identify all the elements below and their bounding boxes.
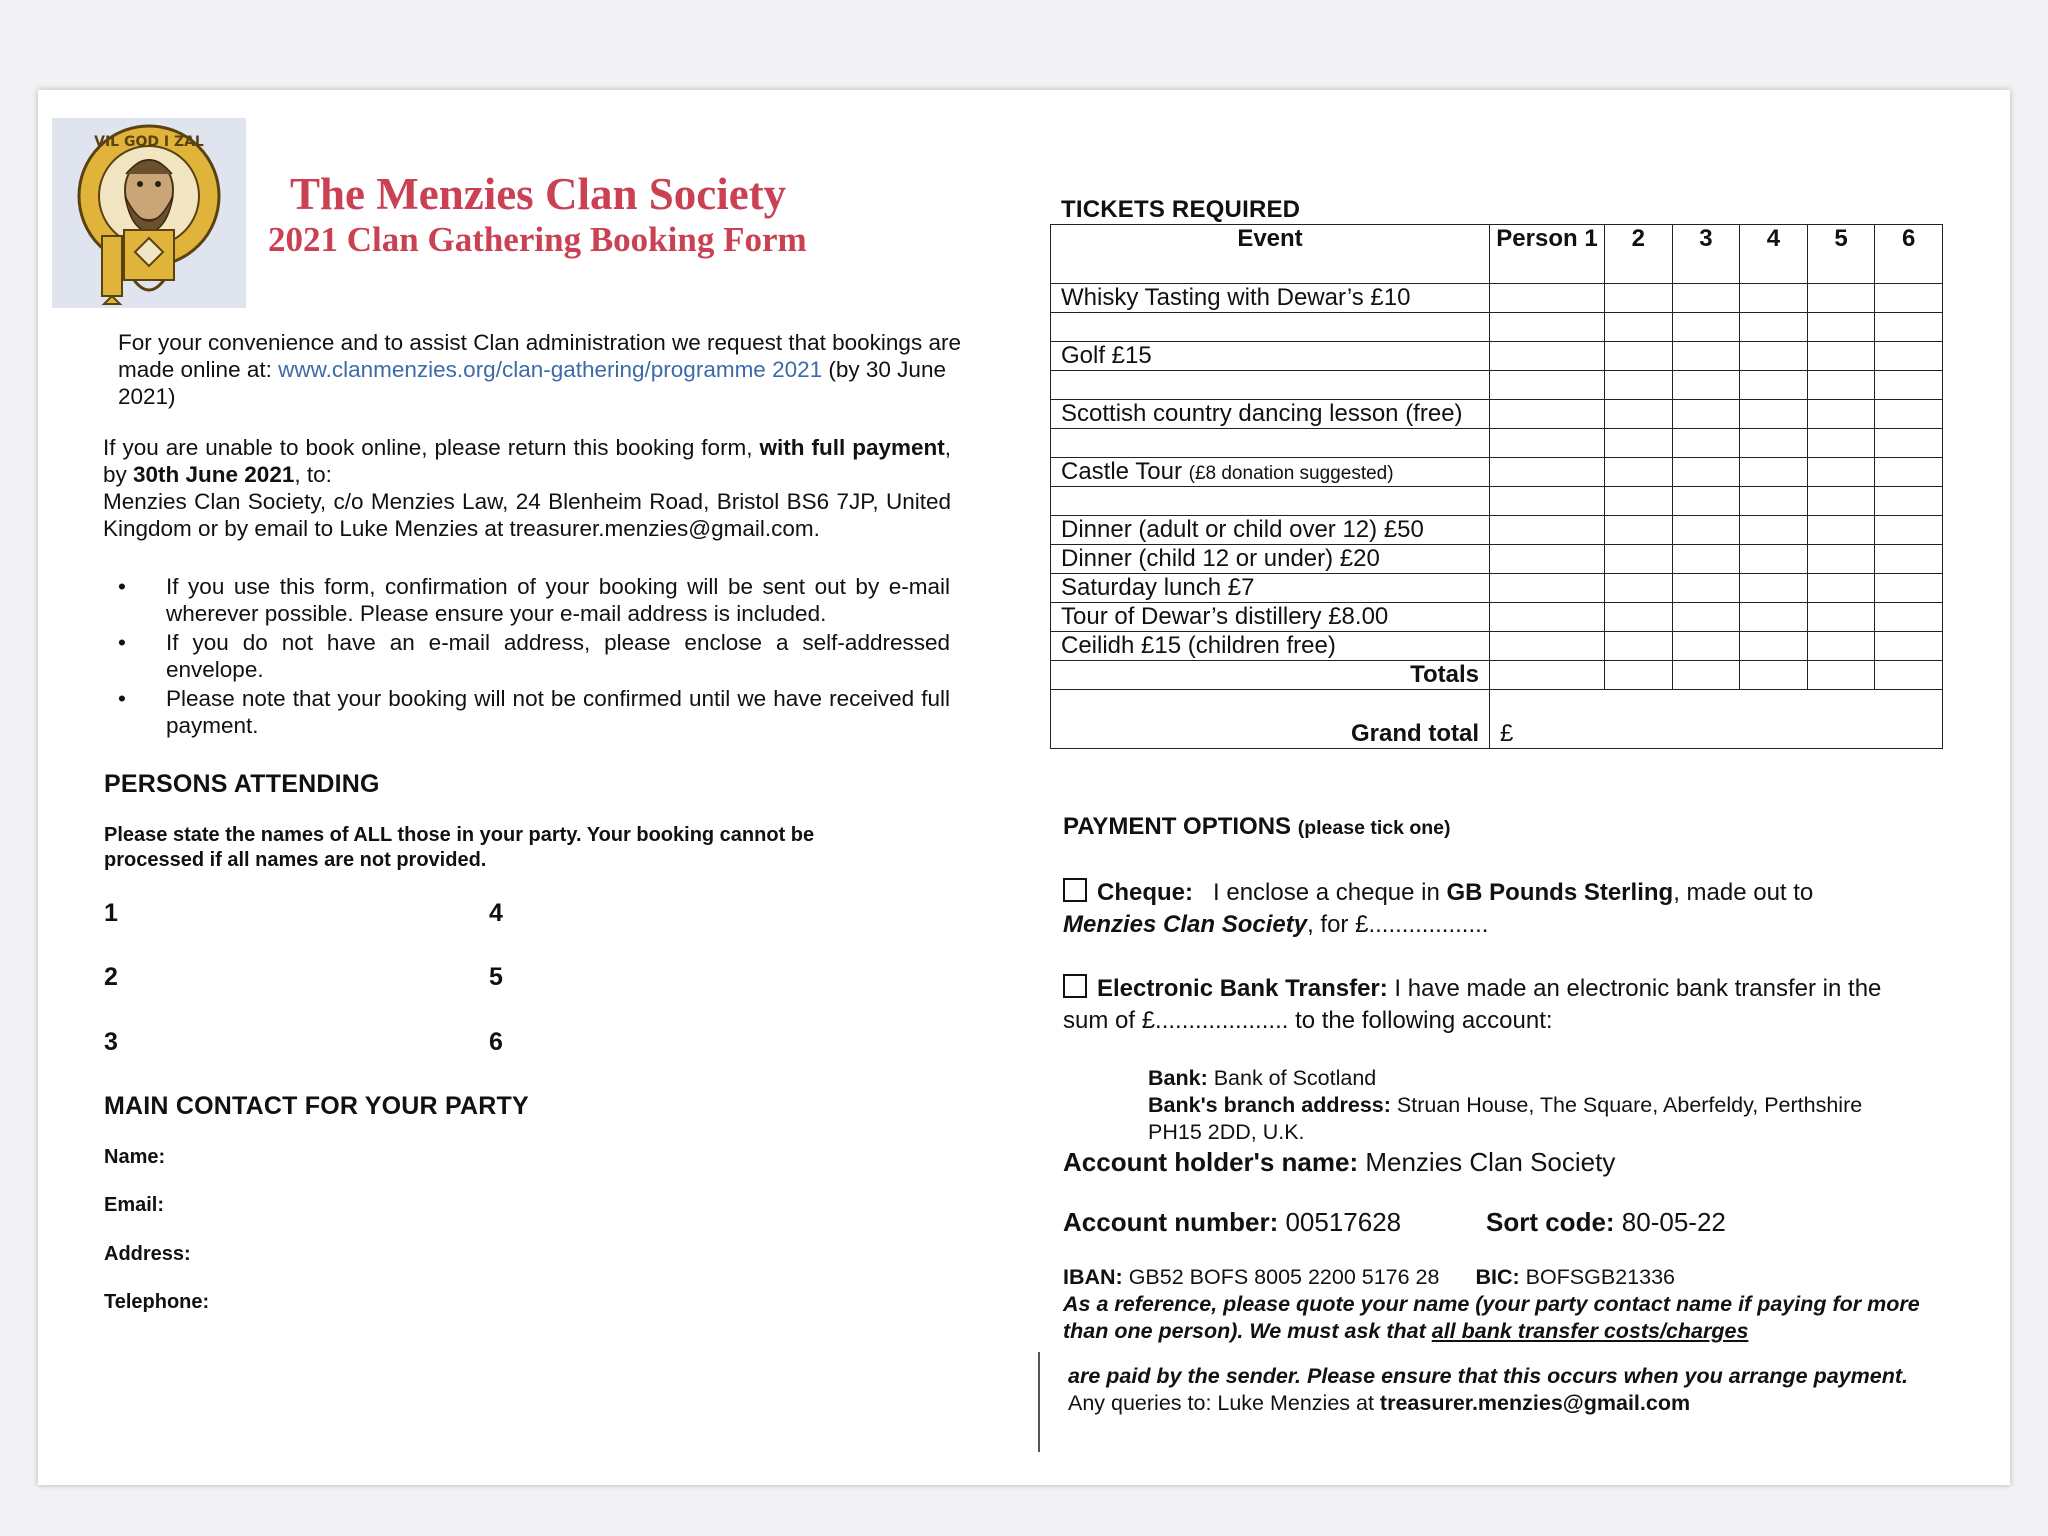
person-number: 5 — [489, 963, 503, 991]
ticket-cell[interactable] — [1605, 632, 1673, 661]
ticket-cell[interactable] — [1490, 458, 1605, 487]
ticket-cell[interactable] — [1490, 545, 1605, 574]
column-header-event: Event — [1051, 225, 1490, 284]
address-field-label: Address: — [104, 1243, 191, 1265]
event-name: Dinner (adult or child over 12) £50 — [1051, 516, 1490, 545]
iban-value: GB52 BOFS 8005 2200 5176 28 — [1122, 1265, 1440, 1289]
reference-note — [1063, 1291, 1943, 1345]
bic-label: BIC: — [1475, 1265, 1520, 1289]
person-number: 2 — [104, 963, 118, 991]
cheque-option — [1063, 877, 1903, 941]
ticket-cell[interactable] — [1490, 516, 1605, 545]
ticket-cell[interactable] — [1672, 545, 1740, 574]
cheque-text: I enclose a cheque in — [1193, 879, 1447, 906]
total-cell[interactable] — [1875, 661, 1943, 690]
currency-sign: £ — [1500, 720, 1514, 747]
table-row — [1051, 516, 1943, 545]
ticket-cell[interactable] — [1807, 458, 1875, 487]
return-text: If you are unable to book online, please return this booking form, — [103, 435, 760, 460]
event-note: (£8 donation suggested) — [1188, 463, 1394, 484]
ticket-cell[interactable] — [1672, 458, 1740, 487]
ticket-cell[interactable] — [1807, 545, 1875, 574]
grand-total-field[interactable] — [1490, 690, 1943, 749]
ticket-cell[interactable] — [1490, 632, 1605, 661]
event-name: Whisky Tasting with Dewar’s £10 — [1051, 284, 1490, 313]
ticket-cell[interactable] — [1605, 400, 1673, 429]
grand-total-row — [1051, 690, 1943, 749]
return-address: Menzies Clan Society, c/o Menzies Law, 24 Blenheim Road, Bristol BS6 7JP, United Kingdom or by email to Luke Menzies at treasurer.menzies@gmail.com. — [103, 489, 951, 541]
column-header-person-2: 2 — [1605, 225, 1673, 284]
ticket-cell[interactable] — [1740, 400, 1808, 429]
ticket-cell[interactable] — [1605, 516, 1673, 545]
transfer-option — [1063, 973, 1933, 1037]
list-item — [118, 629, 950, 683]
column-header-person-5: 5 — [1807, 225, 1875, 284]
event-name: Castle Tour (£8 donation suggested) — [1051, 458, 1490, 487]
svg-text:VIL GOD I ZAL: VIL GOD I ZAL — [94, 134, 204, 150]
ticket-cell[interactable] — [1490, 603, 1605, 632]
society-title: The Menzies Clan Society — [290, 169, 787, 219]
ticket-cell[interactable] — [1875, 284, 1943, 313]
return-deadline: 30th June 2021 — [133, 462, 295, 487]
full-payment-emphasis: with full payment — [759, 435, 945, 460]
ticket-cell[interactable] — [1875, 400, 1943, 429]
ticket-cell[interactable] — [1740, 574, 1808, 603]
bullet-icon: • — [118, 686, 126, 711]
column-header-person-4: 4 — [1740, 225, 1808, 284]
ticket-cell[interactable] — [1672, 574, 1740, 603]
booking-link[interactable]: www.clanmenzies.org/clan-gathering/programme 2021 — [278, 357, 823, 382]
account-holder-line — [1063, 1147, 1615, 1178]
form-subtitle: 2021 Clan Gathering Booking Form — [268, 220, 807, 259]
return-paragraph — [103, 434, 951, 542]
event-name: Ceilidh £15 (children free) — [1051, 632, 1490, 661]
cheque-text-made-out: , made out to — [1673, 879, 1814, 906]
ticket-cell[interactable] — [1605, 458, 1673, 487]
cheque-checkbox[interactable] — [1063, 878, 1087, 902]
ticket-cell[interactable] — [1490, 284, 1605, 313]
event-name: Scottish country dancing lesson (free) — [1051, 400, 1490, 429]
totals-label: Totals — [1051, 661, 1490, 690]
table-row — [1051, 632, 1943, 661]
bank-charges-emphasis: all bank transfer costs/charges — [1431, 1319, 1749, 1343]
table-row — [1051, 400, 1943, 429]
ticket-cell[interactable] — [1875, 458, 1943, 487]
intro-paragraph — [118, 329, 970, 410]
table-row — [1051, 574, 1943, 603]
tickets-heading: TICKETS REQUIRED — [1061, 196, 1301, 223]
total-cell[interactable] — [1672, 661, 1740, 690]
ticket-cell[interactable] — [1807, 284, 1875, 313]
cheque-currency: GB Pounds Sterling — [1446, 879, 1674, 906]
sender-pays-text: are paid by the sender. Please ensure that this occurs when you arrange payment. — [1068, 1364, 1908, 1388]
table-row — [1051, 458, 1943, 487]
person-number: 1 — [104, 899, 118, 927]
table-spacer-row — [1051, 371, 1943, 400]
total-cell[interactable] — [1490, 661, 1605, 690]
table-spacer-row — [1051, 429, 1943, 458]
ticket-cell[interactable] — [1672, 516, 1740, 545]
table-spacer-row — [1051, 313, 1943, 342]
ticket-cell[interactable] — [1672, 342, 1740, 371]
cheque-label: Cheque: — [1097, 879, 1193, 906]
ticket-cell[interactable] — [1807, 574, 1875, 603]
payment-heading: PAYMENT OPTIONS — [1063, 813, 1292, 840]
event-name: Tour of Dewar’s distillery £8.00 — [1051, 603, 1490, 632]
email-field-label: Email: — [104, 1194, 165, 1216]
list-item-text: If you use this form, confirmation of your booking will be sent out by e-mail wherever possible. Please ensure your e-mail address is included. — [166, 574, 950, 626]
sender-note — [1068, 1363, 1948, 1417]
sort-code-line — [1486, 1207, 1726, 1238]
sort-code-label: Sort code: — [1486, 1207, 1615, 1237]
reference-text: As a reference, please quote your name (your party contact name if paying for more than one person). We must ask that — [1063, 1292, 1920, 1343]
table-row — [1051, 284, 1943, 313]
queries-email[interactable]: treasurer.menzies@gmail.com — [1379, 1391, 1691, 1415]
ticket-cell[interactable] — [1807, 342, 1875, 371]
account-number-line — [1063, 1207, 1401, 1238]
ticket-cell[interactable] — [1807, 516, 1875, 545]
ticket-cell[interactable] — [1605, 284, 1673, 313]
ticket-cell[interactable] — [1740, 545, 1808, 574]
total-cell[interactable] — [1740, 661, 1808, 690]
cheque-payee: Menzies Clan Society — [1063, 911, 1308, 938]
bullet-icon: • — [118, 630, 126, 655]
intro-text: For your convenience and to assist Clan administration we request that bookings are made online at: — [118, 330, 961, 382]
ticket-cell[interactable] — [1875, 342, 1943, 371]
ticket-cell[interactable] — [1672, 603, 1740, 632]
ticket-cell[interactable] — [1740, 342, 1808, 371]
ticket-cell[interactable] — [1490, 400, 1605, 429]
account-holder-value: Menzies Clan Society — [1358, 1147, 1616, 1177]
column-header-person-1: Person 1 — [1490, 225, 1605, 284]
ticket-cell[interactable] — [1605, 342, 1673, 371]
ticket-cell[interactable] — [1740, 458, 1808, 487]
person-number: 3 — [104, 1028, 118, 1056]
ticket-cell[interactable] — [1605, 603, 1673, 632]
iban-label: IBAN: — [1063, 1265, 1123, 1289]
bank-branch-line: Bank's branch address: Struan House, The Square, Aberfeldy, Perthshire PH15 2DD, U.K. — [1148, 1093, 1863, 1144]
sort-code-value: 80-05-22 — [1614, 1207, 1726, 1237]
ticket-cell[interactable] — [1490, 574, 1605, 603]
ticket-cell[interactable] — [1672, 284, 1740, 313]
ticket-cell[interactable] — [1807, 603, 1875, 632]
ticket-cell[interactable] — [1807, 632, 1875, 661]
ticket-cell[interactable] — [1740, 284, 1808, 313]
account-number-value: 00517628 — [1278, 1207, 1402, 1237]
column-header-person-6: 6 — [1875, 225, 1943, 284]
contact-heading: MAIN CONTACT FOR YOUR PARTY — [104, 1092, 529, 1120]
ticket-cell[interactable] — [1740, 603, 1808, 632]
ticket-cell[interactable] — [1875, 516, 1943, 545]
grand-total-label: Grand total — [1051, 690, 1490, 749]
account-holder-label: Account holder's name: — [1063, 1147, 1359, 1177]
telephone-field-label: Telephone: — [104, 1291, 210, 1313]
bic-value: BOFSGB21336 — [1519, 1265, 1676, 1289]
ticket-cell[interactable] — [1672, 400, 1740, 429]
ticket-cell[interactable] — [1875, 574, 1943, 603]
ticket-cell[interactable] — [1807, 400, 1875, 429]
cheque-amount: , for £.................. — [1307, 911, 1489, 938]
ticket-cell[interactable] — [1490, 342, 1605, 371]
ticket-cell[interactable] — [1672, 632, 1740, 661]
return-text-by: , by — [103, 435, 951, 487]
table-row — [1051, 603, 1943, 632]
list-item-text: If you do not have an e-mail address, please enclose a self-addressed envelope. — [166, 630, 950, 682]
name-field-label: Name: — [104, 1146, 166, 1168]
table-spacer-row — [1051, 487, 1943, 516]
list-item-text: Please note that your booking will not be confirmed until we have received full payment. — [166, 686, 950, 738]
ticket-cell[interactable] — [1605, 574, 1673, 603]
instructions-list — [118, 573, 950, 741]
ticket-cell[interactable] — [1605, 545, 1673, 574]
queries-text: Any queries to: Luke Menzies at — [1068, 1391, 1380, 1415]
total-cell[interactable] — [1807, 661, 1875, 690]
list-item — [118, 685, 950, 739]
ticket-cell[interactable] — [1740, 516, 1808, 545]
event-name: Golf £15 — [1051, 342, 1490, 371]
table-row — [1051, 342, 1943, 371]
transfer-label: Electronic Bank Transfer: — [1097, 975, 1388, 1002]
event-name: Dinner (child 12 or under) £20 — [1051, 545, 1490, 574]
person-number: 4 — [489, 899, 503, 927]
tickets-table — [1050, 224, 1943, 749]
clan-crest-logo — [52, 118, 246, 308]
persons-note: Please state the names of ALL those in your party. Your booking cannot be processed if all names are not provided. — [104, 824, 815, 871]
return-text-to: , to: — [294, 462, 332, 487]
table-row — [1051, 545, 1943, 574]
person-number: 6 — [489, 1028, 503, 1056]
ticket-cell[interactable] — [1875, 603, 1943, 632]
account-number-label: Account number: — [1063, 1207, 1279, 1237]
ticket-cell[interactable] — [1740, 632, 1808, 661]
margin-line — [1038, 1352, 1040, 1452]
iban-line — [1063, 1264, 1675, 1291]
totals-row — [1051, 661, 1943, 690]
persons-heading: PERSONS ATTENDING — [104, 770, 380, 798]
column-header-person-3: 3 — [1672, 225, 1740, 284]
crest-badge-icon — [52, 118, 246, 308]
ticket-cell[interactable] — [1875, 632, 1943, 661]
ticket-cell[interactable] — [1875, 545, 1943, 574]
payment-heading-note: (please tick one) — [1297, 817, 1451, 839]
transfer-checkbox[interactable] — [1063, 974, 1087, 998]
intro-deadline: (by 30 June 2021) — [118, 357, 946, 409]
event-name: Saturday lunch £7 — [1051, 574, 1490, 603]
list-item — [118, 573, 950, 627]
bullet-icon: • — [118, 574, 126, 599]
bank-details — [1148, 1065, 1868, 1146]
table-header-row — [1051, 225, 1943, 284]
bank-name-line: Bank: Bank of Scotland — [1148, 1066, 1377, 1090]
transfer-text: I have made an electronic bank transfer in the sum of £.................... to the following account: — [1063, 975, 1882, 1034]
total-cell[interactable] — [1605, 661, 1673, 690]
payment-heading-line — [1063, 813, 1451, 841]
